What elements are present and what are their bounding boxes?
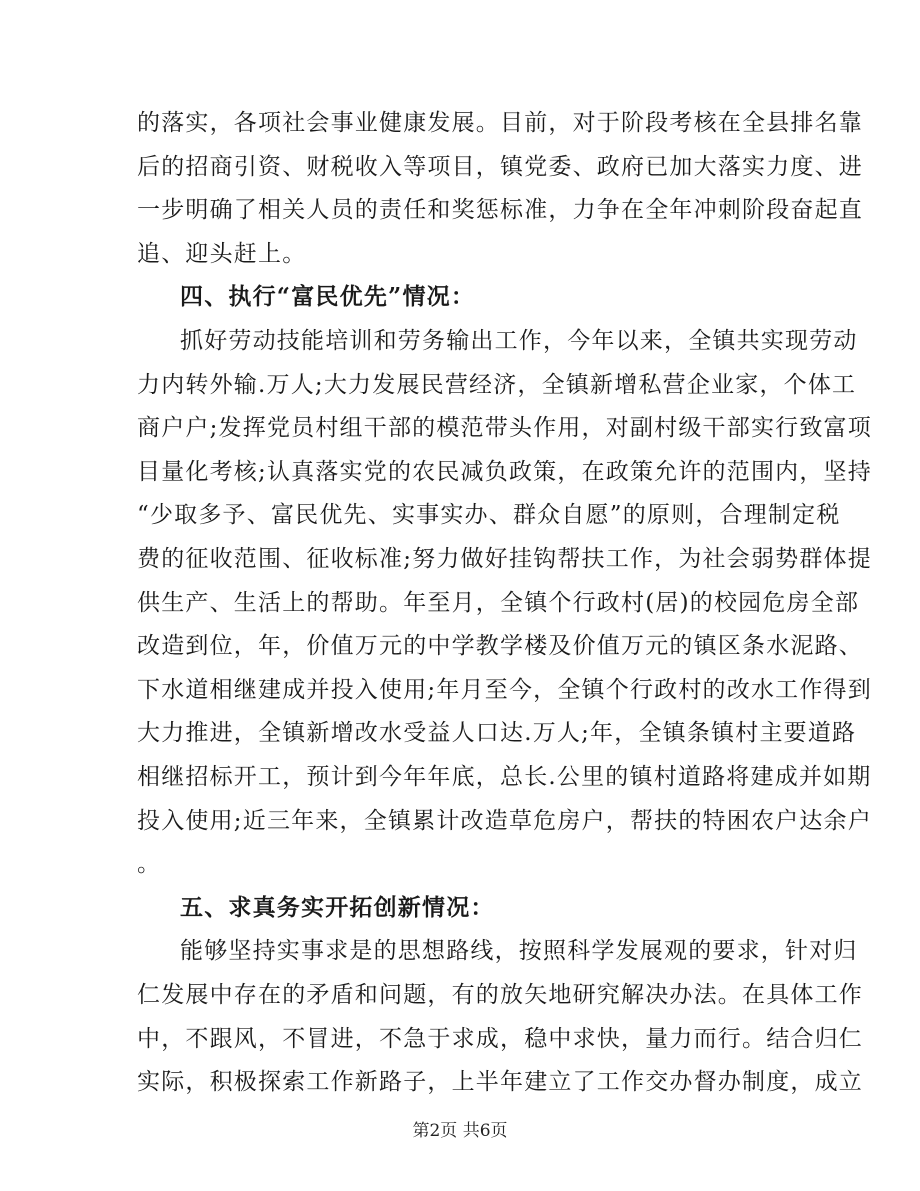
paragraph-line: 力内转外输.万人;大力发展民营经济，全镇新增私营企业家，个体工	[137, 371, 857, 398]
paragraph-line: “少取多予、富民优先、实事实办、群众自愿”的原则，合理制定税	[137, 502, 841, 529]
paragraph-line: 抓好劳动技能培训和劳务输出工作，今年以来，全镇共实现劳动	[180, 328, 858, 354]
page-number-footer: 第2页 共6页	[412, 1121, 508, 1141]
paragraph-line: 仁发展中存在的矛盾和问题，有的放矢地研究解决办法。在具体工作	[137, 982, 863, 1008]
paragraph-line: 费的征收范围、征收标准;努力做好挂钩帮扶工作，为社会弱势群体提	[137, 546, 872, 572]
paragraph-line: 下水道相继建成并投入使用;年月至今，全镇个行政村的改水工作得到	[137, 676, 872, 703]
paragraph-line: 的落实，各项社会事业健康发展。目前，对于阶段考核在全县排名靠	[137, 110, 863, 136]
paragraph-line: 大力推进，全镇新增改水受益人口达.万人;年，全镇条镇村主要道路	[137, 720, 857, 747]
paragraph-line: 中，不跟风，不冒进，不急于求成，稳中求快，量力而行。结合归仁	[137, 1025, 863, 1052]
paragraph-line: 一步明确了相关人员的责任和奖惩标准，力争在全年冲刺阶段奋起直	[137, 197, 863, 224]
section-heading: 四、执行“富民优先”情况：	[180, 283, 476, 311]
section-heading: 五、求真务实开拓创新情况：	[180, 893, 495, 921]
paragraph-line: 。	[137, 851, 162, 878]
paragraph-line: 商户户;发挥党员村组干部的模范带头作用，对副村级干部实行致富项	[137, 415, 872, 442]
paragraph-line: 实际，积极探索工作新路子，上半年建立了工作交办督办制度，成立	[137, 1069, 863, 1096]
paragraph-line: 目量化考核;认真落实党的农民减负政策，在政策允许的范围内，坚持	[137, 458, 872, 485]
paragraph-line: 投入使用;近三年来，全镇累计改造草危房户，帮扶的特困农户达余户	[137, 807, 872, 834]
paragraph-line: 改造到位，年，价值万元的中学教学楼及价值万元的镇区条水泥路、	[137, 633, 863, 660]
paragraph-line: 能够坚持实事求是的思想路线，按照科学发展观的要求，针对归	[180, 938, 858, 965]
paragraph-line: 后的招商引资、财税收入等项目，镇党委、政府已加大落实力度、进	[137, 153, 863, 180]
paragraph-line: 追、迎头赶上。	[137, 240, 307, 267]
paragraph-line: 相继招标开工，预计到今年年底，总长.公里的镇村道路将建成并如期	[137, 764, 872, 790]
paragraph-line: 供生产、生活上的帮助。年至月，全镇个行政村(居)的校园危房全部	[137, 589, 860, 616]
